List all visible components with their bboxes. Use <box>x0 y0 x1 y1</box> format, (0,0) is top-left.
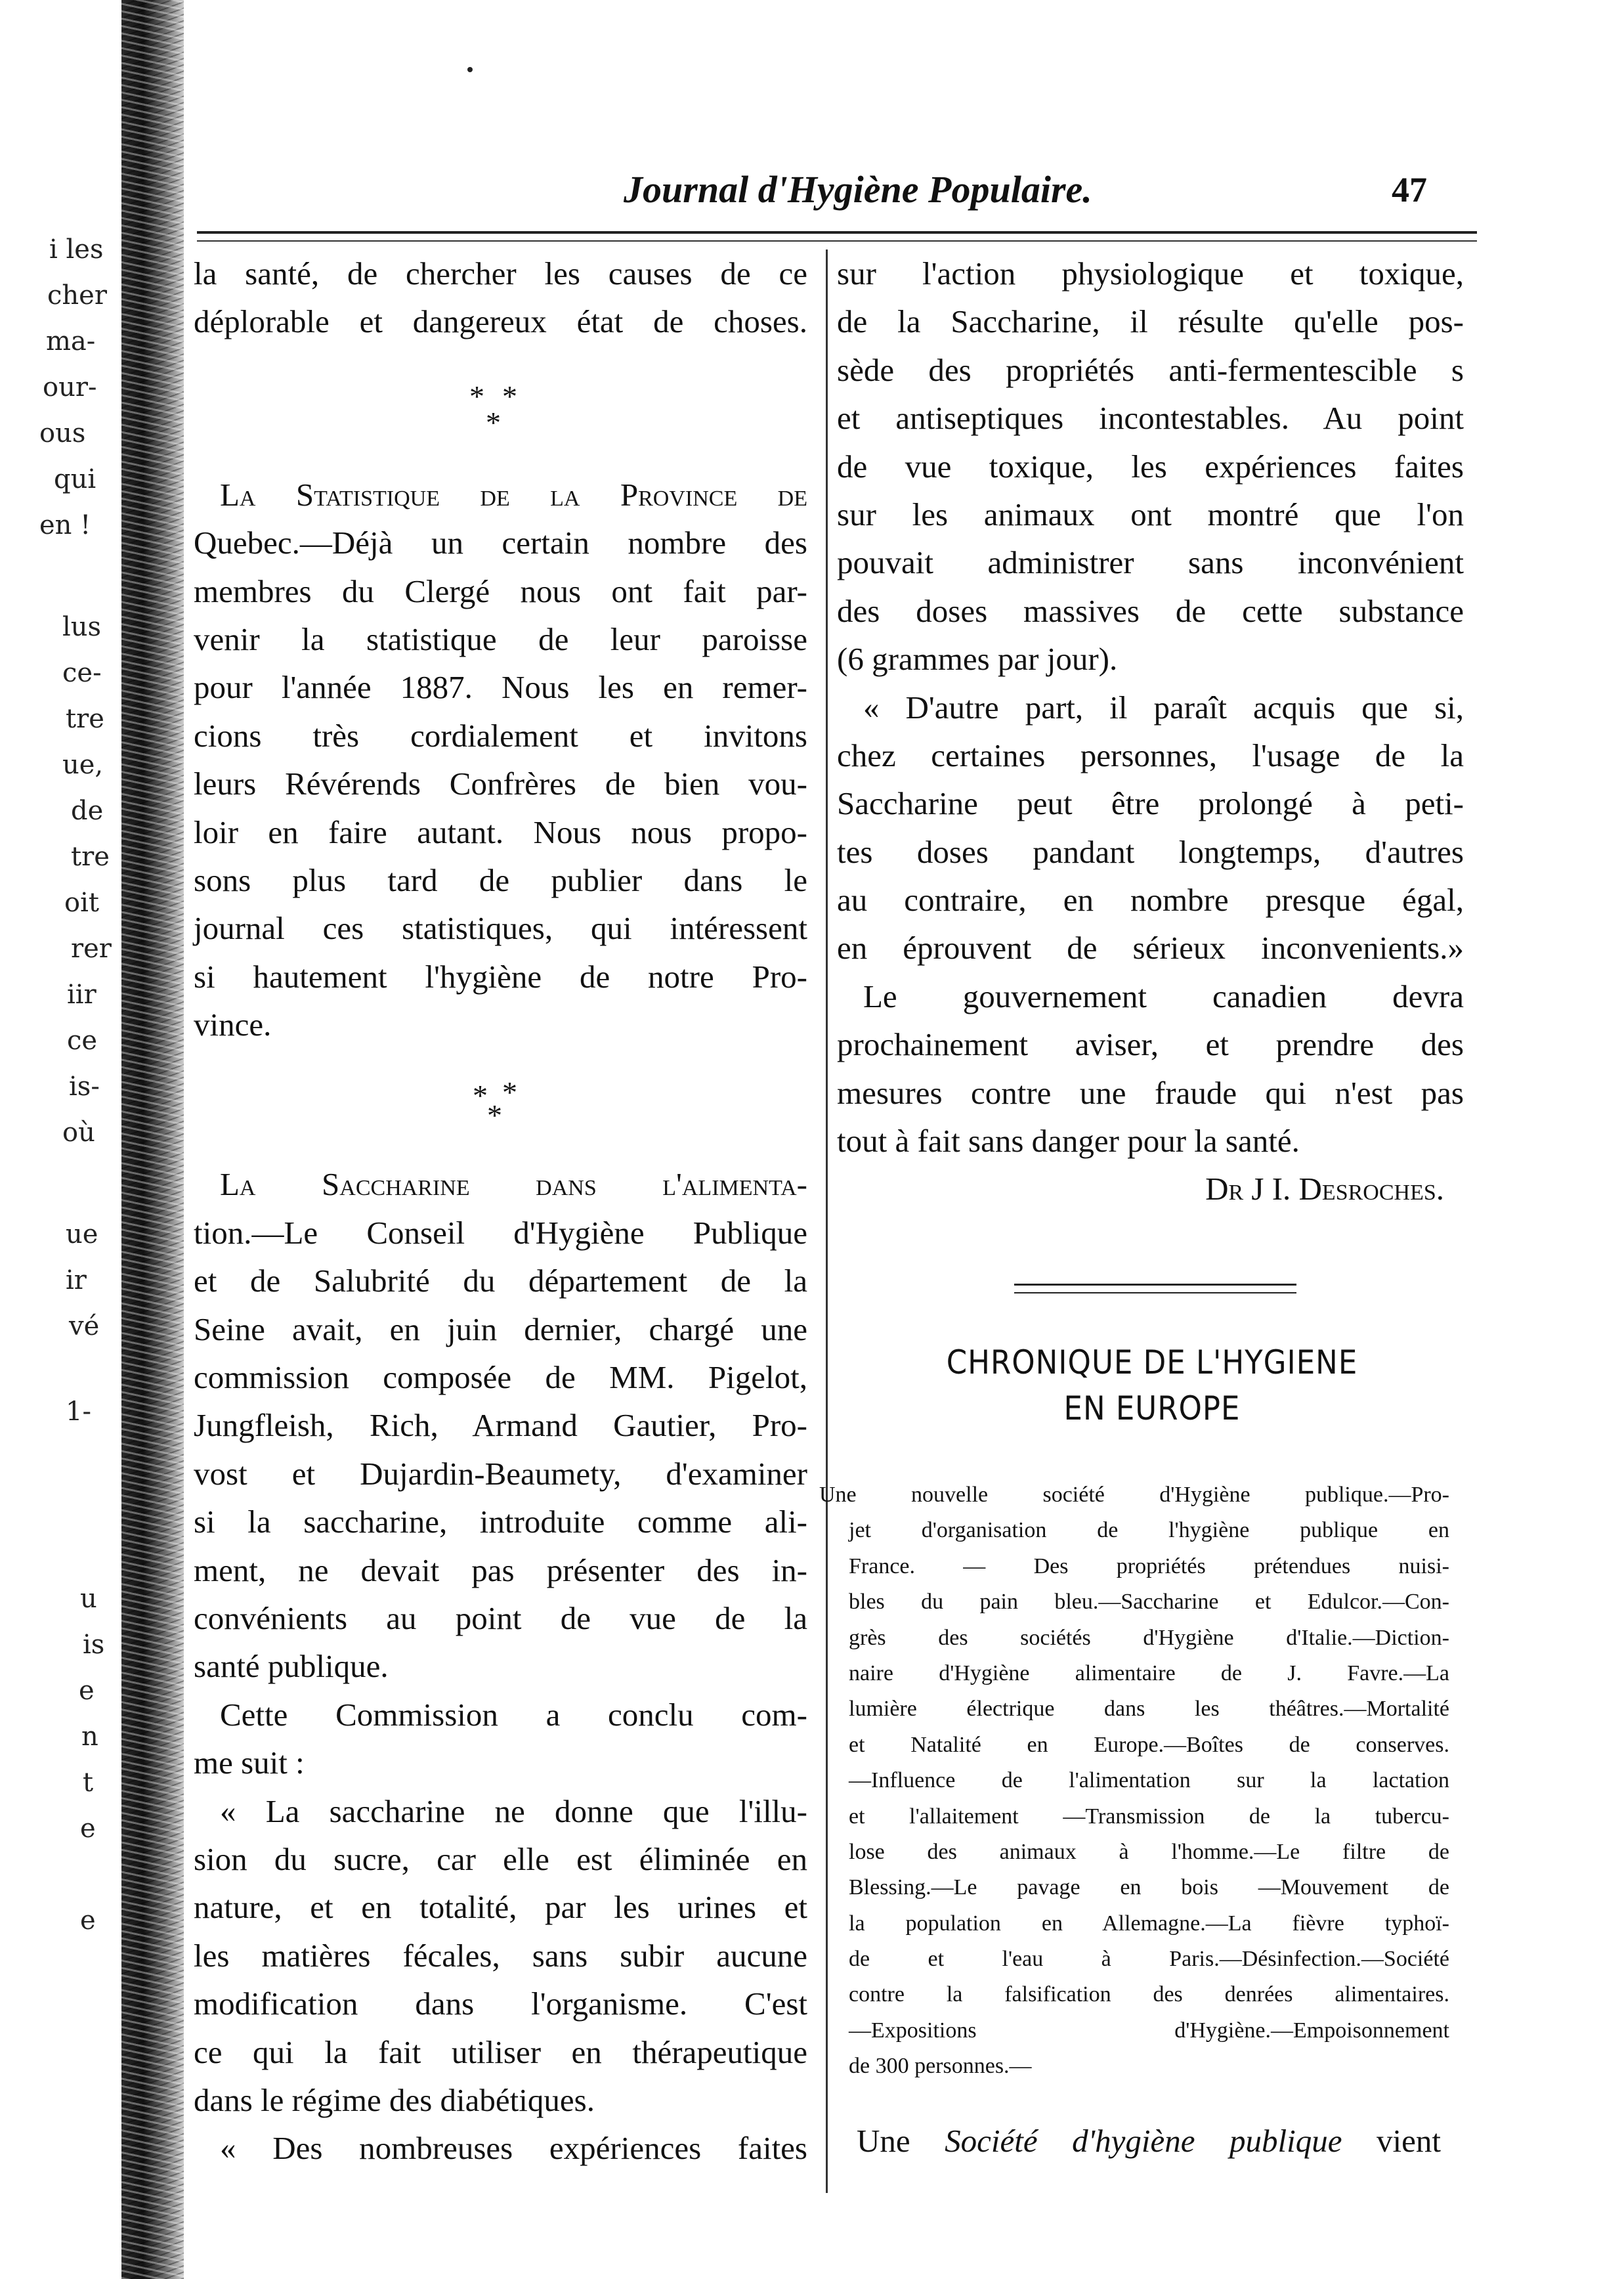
section-title: La Saccharine dans l'alimenta- <box>220 1166 807 1203</box>
margin-fragment: e <box>80 1905 96 1936</box>
left-column <box>194 250 807 2173</box>
last-line-italic: Société d'hygiène publique <box>945 2123 1342 2159</box>
text-line: des doses massives de cette substance <box>837 592 1464 629</box>
margin-fragment: vé <box>69 1311 100 1341</box>
chronique-title <box>850 1339 1454 1431</box>
text-line: si hautement l'hygiène de notre Pro- <box>194 958 807 995</box>
text-line: de vue toxique, les expériences faites <box>837 448 1464 485</box>
text-line: pour l'année 1887. Nous les en remer- <box>194 669 807 706</box>
summary-line: lumière électrique dans les théâtres.—Mortalité <box>849 1697 1449 1722</box>
text-line: journal ces statistiques, qui intéressent <box>194 910 807 947</box>
margin-fragment: t <box>83 1768 94 1798</box>
margin-fragment: de <box>71 796 104 826</box>
section-statistique <box>194 471 807 1049</box>
section-rule <box>1014 1284 1296 1293</box>
chronique-title-line-2: EN EUROPE <box>1063 1389 1241 1427</box>
text-line: sède des propriétés anti-fermentescible s <box>837 351 1464 388</box>
text-line: (6 grammes par jour). <box>837 641 1118 678</box>
text-line: commission composée de MM. Pigelot, <box>194 1359 807 1396</box>
text-line: Saccharine peut être prolongé à peti- <box>837 785 1464 822</box>
summary-line: Blessing.—Le pavage en bois —Mouvement de <box>849 1875 1449 1900</box>
margin-fragment: is- <box>69 1072 100 1102</box>
summary-line: de et l'eau à Paris.—Désinfection.—Société <box>849 1947 1449 1972</box>
text-line: en éprouvent de sérieux inconvenients.» <box>837 930 1464 966</box>
text-line: « La saccharine ne donne que l'illu- <box>220 1792 807 1829</box>
header-rule-thin <box>197 240 1477 242</box>
text-line: pouvait administrer sans inconvénient <box>837 544 1464 581</box>
summary-line: de 300 personnes.— <box>849 2054 1032 2079</box>
summary-line: et l'allaitement —Transmission de la tubercu- <box>849 1804 1449 1829</box>
margin-fragment: is <box>83 1630 105 1660</box>
summary-line: lose des animaux à l'homme.—Le filtre de <box>849 1839 1449 1864</box>
text-line: ment, ne devait pas présenter des in- <box>194 1552 807 1588</box>
summary-line: —Influence de l'alimentation sur la lactation <box>849 1768 1449 1793</box>
margin-fragment: e <box>80 1813 96 1844</box>
margin-fragment: e <box>79 1676 95 1706</box>
text-line: ce qui la fait utiliser en thérapeutique <box>194 2033 807 2070</box>
text-line: dans le régime des diabétiques. <box>194 2081 595 2118</box>
summary-line: grès des sociétés d'Hygiène d'Italie.—Diction- <box>849 1625 1449 1650</box>
margin-fragment: ma- <box>46 326 96 357</box>
last-line-suffix: vient <box>1377 2123 1442 2159</box>
margin-fragment: qui <box>54 464 96 494</box>
text-line: Le gouvernement canadien devra <box>863 978 1464 1014</box>
text-line: membres du Clergé nous ont fait par- <box>194 573 807 609</box>
text-line: « D'autre part, il paraît acquis que si, <box>863 689 1464 726</box>
text-line: loir en faire autant. Nous nous propo- <box>194 814 807 850</box>
intro-paragraph <box>194 250 807 346</box>
text-line: de la Saccharine, il résulte qu'elle pos- <box>837 303 1464 340</box>
text-line: vost et Dujardin-Beaumety, d'examiner <box>194 1455 807 1492</box>
text-line: déplorable et dangereux état de choses. <box>194 303 807 340</box>
text-line: Seine avait, en juin dernier, chargé une <box>194 1311 807 1347</box>
text-line: et antiseptiques incontestables. Au point <box>837 400 1464 437</box>
text-line: me suit : <box>194 1745 305 1781</box>
binding-strip <box>121 0 184 2279</box>
margin-fragment: cher <box>47 280 107 311</box>
text-line: mesures contre une fraude qui n'est pas <box>837 1074 1464 1111</box>
text-line: convénients au point de vue de la <box>194 1599 807 1636</box>
text-line: « Des nombreuses expériences faites <box>220 2130 807 2167</box>
text-line: leurs Révérends Confrères de bien vou- <box>194 766 807 802</box>
header-rule <box>197 231 1477 234</box>
text-line: sur l'action physiologique et toxique, <box>837 255 1464 292</box>
last-line <box>857 2122 1441 2160</box>
asterism: * * * <box>473 1075 517 1133</box>
margin-fragment: ce <box>67 1026 98 1056</box>
previous-page-margin-fragments <box>39 236 112 2173</box>
summary-line: contre la falsification des denrées alimentaires. <box>849 1982 1449 2007</box>
margin-fragment: our- <box>43 372 97 402</box>
text-line: chez certaines personnes, l'usage de la <box>837 737 1464 773</box>
summary-line: —Expositions d'Hygiène.—Empoisonnement <box>849 2018 1449 2043</box>
text-line: Quebec.—Déjà un certain nombre des <box>194 525 807 561</box>
margin-fragment: n <box>81 1722 98 1752</box>
text-line: prochainement aviser, et prendre des <box>837 1026 1464 1063</box>
text-line: sur les animaux ont montré que l'on <box>837 496 1464 532</box>
margin-fragment: ir <box>66 1265 87 1295</box>
margin-fragment: où <box>62 1118 95 1148</box>
text-line: sion du sucre, car elle est éliminée en <box>194 1840 807 1877</box>
margin-fragment: lus <box>62 612 102 642</box>
summary-line: naire d'Hygiène alimentaire de J. Favre.—La <box>849 1660 1449 1685</box>
summary-line: France. — Des propriétés prétendues nuisi- <box>849 1553 1449 1578</box>
chronique-summary <box>819 1477 1449 2085</box>
running-head: Journal d'Hygiène Populaire. <box>624 168 1092 211</box>
text-line: nature, et en totalité, par les urines et <box>194 1889 807 1926</box>
margin-fragment: i les <box>49 234 104 265</box>
margin-fragment: rer <box>71 934 112 964</box>
margin-fragment: tre <box>66 704 104 734</box>
margin-fragment: ue, <box>62 750 104 780</box>
text-line: sons plus tard de publier dans le <box>194 861 807 898</box>
text-line: modification dans l'organisme. C'est <box>194 1986 807 2022</box>
summary-line: Une nouvelle société d'Hygiène publique.—Pro- <box>819 1483 1449 1507</box>
text-line: si la saccharine, introduite comme ali- <box>194 1504 807 1540</box>
text-line: tout à fait sans danger pour la santé. <box>837 1123 1300 1160</box>
signature: Dr J I. Desroches. <box>1205 1171 1444 1207</box>
text-line: venir la statistique de leur paroisse <box>194 620 807 657</box>
text-line: tion.—Le Conseil d'Hygiène Publique <box>194 1214 807 1251</box>
margin-fragment: iir <box>67 980 96 1010</box>
margin-fragment: ue <box>66 1219 98 1249</box>
chronique-title-line-1: CHRONIQUE DE L'HYGIENE <box>946 1343 1358 1381</box>
text-line: les matières fécales, sans subir aucune <box>194 1937 807 1974</box>
text-line: la santé, de chercher les causes de ce <box>194 255 807 292</box>
text-line: Jungfleish, Rich, Armand Gautier, Pro- <box>194 1407 807 1444</box>
margin-fragment: en ! <box>39 510 91 540</box>
margin-fragment: tre <box>71 842 110 872</box>
summary-line: la population en Allemagne.—La fièvre typhoï- <box>849 1911 1449 1936</box>
section-title: La Statistique de la Province de <box>220 476 807 513</box>
summary-line: et Natalité en Europe.—Boîtes de conserves. <box>849 1732 1449 1757</box>
text-line: au contraire, en nombre presque égal, <box>837 882 1464 919</box>
asterism: * * * <box>469 379 517 439</box>
text-line: vince. <box>194 1007 272 1043</box>
text-line: et de Salubrité du département de la <box>194 1263 807 1299</box>
right-column <box>837 250 1464 1213</box>
text-line: santé publique. <box>194 1648 389 1685</box>
ink-dot <box>467 67 473 72</box>
summary-line: jet d'organisation de l'hygiène publique en <box>849 1518 1449 1543</box>
summary-line: bles du pain bleu.—Saccharine et Edulcor.—Con- <box>849 1590 1449 1615</box>
text-line: Cette Commission a conclu com- <box>220 1696 807 1733</box>
text-line: cions très cordialement et invitons <box>194 717 807 754</box>
margin-fragment: oit <box>64 888 99 918</box>
margin-fragment: 1- <box>66 1397 91 1427</box>
page-number: 47 <box>1392 170 1427 209</box>
text-line: tes doses pandant longtemps, d'autres <box>837 833 1464 870</box>
last-line-prefix: Une <box>857 2123 910 2159</box>
margin-fragment: u <box>80 1584 97 1614</box>
section-saccharine <box>194 1160 807 2172</box>
margin-fragment: ce- <box>62 658 102 688</box>
margin-fragment: ous <box>39 418 86 448</box>
